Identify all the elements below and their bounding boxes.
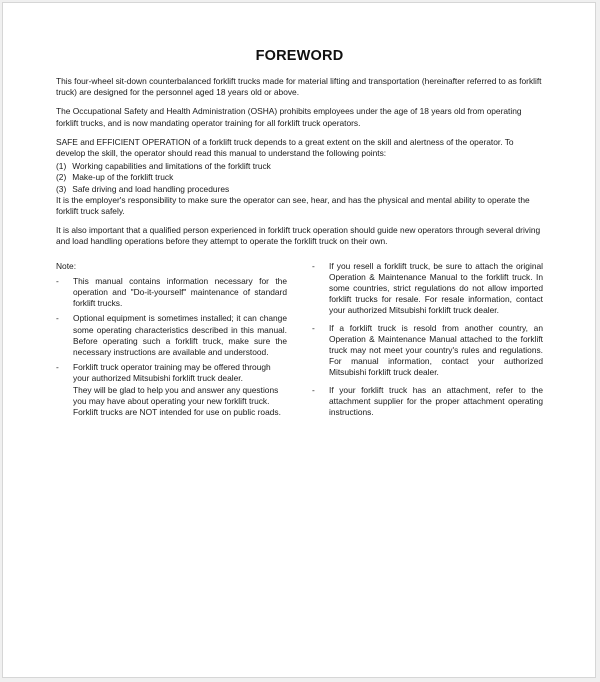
page-title: FOREWORD: [255, 48, 344, 64]
list-item: [56, 172, 543, 183]
note-item: [312, 385, 543, 419]
safe-operation-paragraph: SAFE and EFFICIENT OPERATION of a forklift truck depends to a great extent on the skill and alertness of the operator. To develop the skill, the operator should read this manual to understand the following points:: [56, 136, 514, 159]
list-item: [56, 184, 543, 195]
note-item: [56, 313, 287, 358]
dash-bullet: -: [56, 362, 59, 373]
point-number: (1): [56, 161, 67, 172]
dash-bullet: -: [312, 260, 315, 271]
note-text: Optional equipment is sometimes installed; it can change some operating characteristics described in this manual. Before operating such a forklift truck, make sure the necessary instructions are available and understood.: [73, 313, 287, 358]
dash-bullet: -: [56, 313, 59, 324]
intro-paragraph: This four-wheel sit-down counterbalanced forklift trucks made for material lifting and transportation (hereinafter referred to as forklift truck) are designed for the personnel aged 18 years old or above.: [56, 76, 542, 98]
note-label: Note:: [56, 260, 77, 271]
note-text-multiline: Forklift truck operator training may be offered through your authorized Mitsubishi forklift truck dealer. They will be glad to help you and answer any questions you may have about operating your new forklift truck. Forklift trucks are NOT intended for use on public roads.: [73, 362, 281, 418]
qualified-paragraph: It is also important that a qualified person experienced in forklift truck operation should guide new operators through several driving and load handling operations before they attempt to operate the forklift truck on their own.: [56, 225, 541, 247]
osha-paragraph: The Occupational Safety and Health Administration (OSHA) prohibits employees under the age of 18 years old from operating forklift trucks, and is now mandating operator training for all forklift truck operators.: [56, 106, 522, 128]
note-text: If your forklift truck has an attachment, refer to the attachment supplier for the proper attachment operating instructions.: [329, 384, 543, 418]
point-text: Working capabilities and limitations of the forklift truck: [72, 161, 271, 172]
note-item: [56, 362, 287, 418]
notes-columns: [56, 261, 543, 425]
note-text: If a forklift truck is resold from another country, an Operation & Maintenance Manual attached to the forklift truck may not meet your country's rules and regulations. For manual information, contact your authorized Mitsubishi forklift truck dealer.: [329, 322, 543, 378]
points-list: [56, 161, 543, 195]
dash-bullet: -: [312, 322, 315, 333]
document-page: [2, 2, 596, 678]
note-item: [56, 276, 287, 310]
point-number: (3): [56, 183, 67, 194]
point-text: Safe driving and load handling procedures: [72, 183, 230, 194]
note-item: [312, 323, 543, 379]
note-text: This manual contains information necessary for the operation and "Do-it-yourself" maintenance of standard forklift trucks.: [73, 275, 287, 309]
notes-left-column: [56, 261, 287, 425]
note-text: If you resell a forklift truck, be sure to attach the original Operation & Maintenance Manual to the forklift truck. In some countries, strict regulations do not allow imported forklift trucks for resale. For resale information, contact your authorized Mitsubishi forklift truck dealer.: [329, 260, 543, 316]
notes-right-column: [312, 261, 543, 425]
point-number: (2): [56, 172, 67, 183]
employer-paragraph: It is the employer's responsibility to make sure the operator can see, hear, and has the physical and mental ability to operate the forklift truck safely.: [56, 194, 530, 217]
note-item: [312, 261, 543, 317]
dash-bullet: -: [312, 384, 315, 395]
point-text: Make-up of the forklift truck: [72, 172, 174, 183]
list-item: [56, 161, 543, 172]
page-content: [56, 47, 543, 424]
dash-bullet: -: [56, 275, 59, 286]
